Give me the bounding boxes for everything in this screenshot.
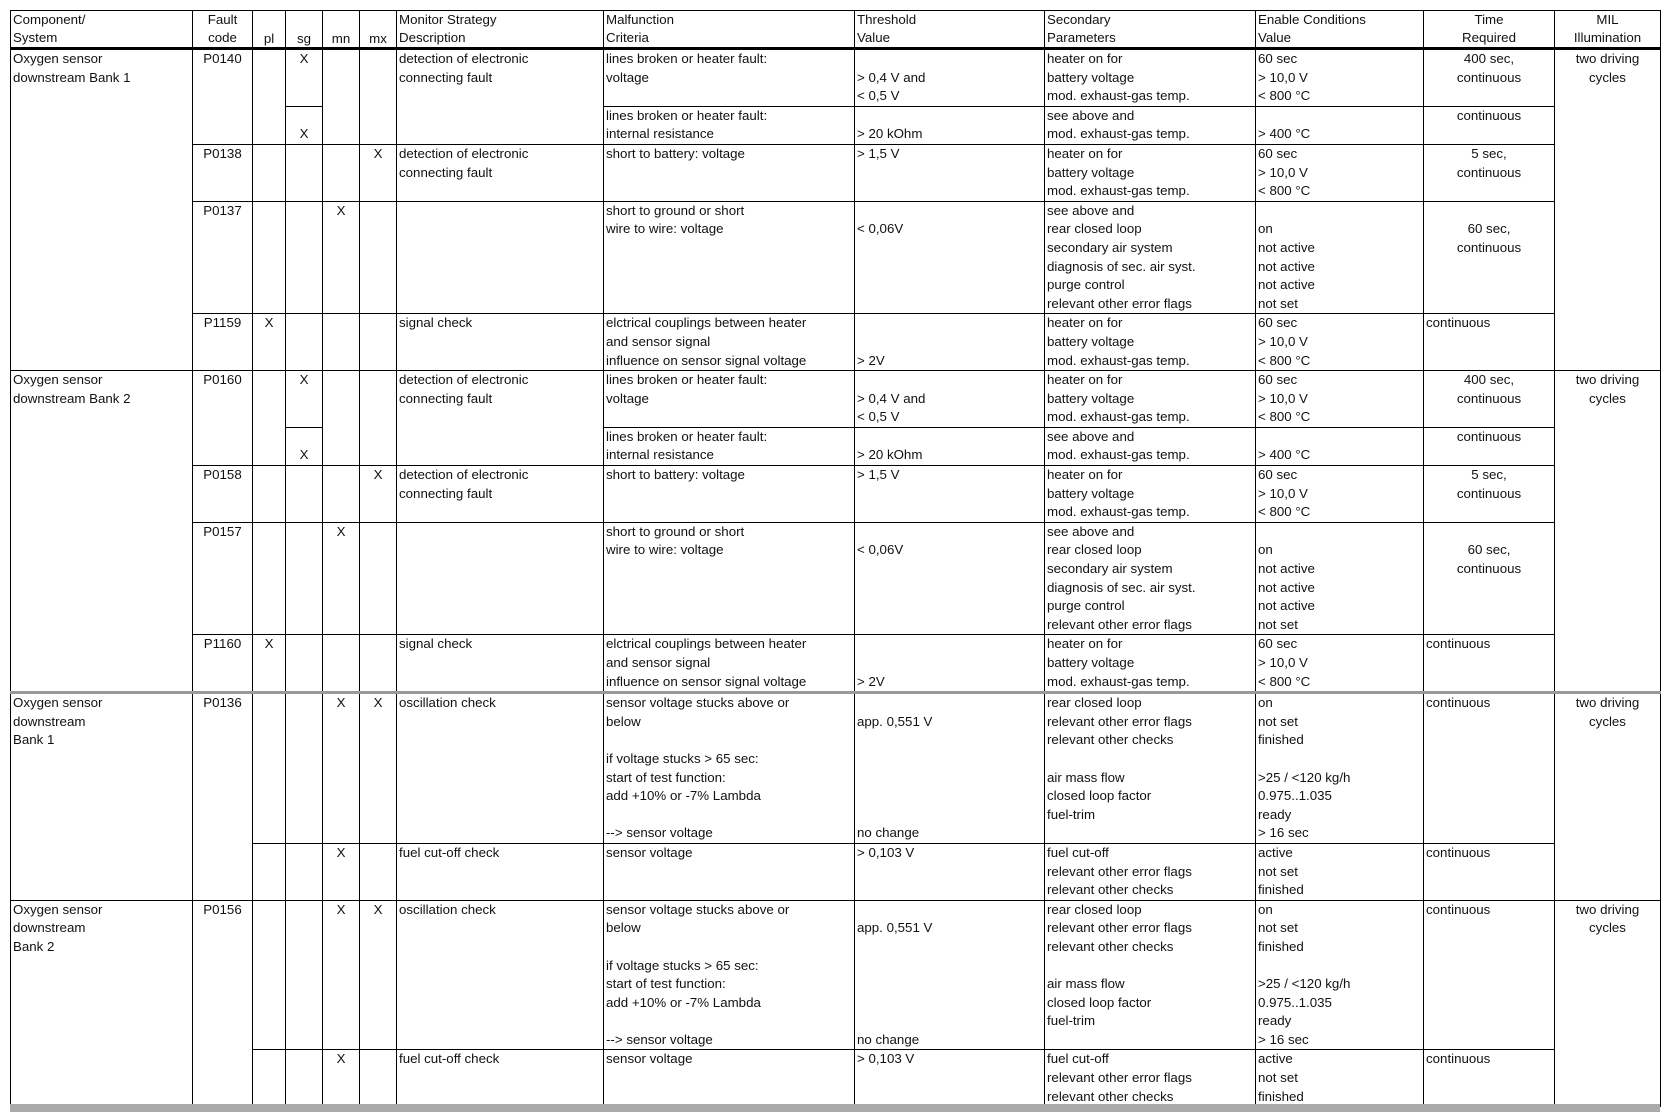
fault-code-cell: P0157 bbox=[193, 522, 253, 635]
malfunction-cell: elctrical couplings between heater and sensor signal influence on sensor signal voltage bbox=[604, 314, 855, 371]
sg-mark: X bbox=[286, 106, 323, 144]
malfunction-cell: short to battery: voltage bbox=[604, 466, 855, 523]
monitor-cell: fuel cut-off check bbox=[397, 1050, 604, 1107]
fault-code-cell: P1159 bbox=[193, 314, 253, 371]
threshold-cell: < 0,06V bbox=[855, 201, 1045, 314]
header-fault-code: Fault code bbox=[193, 11, 253, 49]
malfunction-cell: lines broken or heater fault: internal resistance bbox=[604, 427, 855, 465]
threshold-cell: app. 0,551 V no change bbox=[855, 693, 1045, 844]
enable-cell: on not active not active not active not set bbox=[1256, 522, 1424, 635]
malfunction-cell: short to ground or short wire to wire: voltage bbox=[604, 201, 855, 314]
time-cell: 60 sec, continuous bbox=[1424, 522, 1555, 635]
malfunction-cell: sensor voltage bbox=[604, 843, 855, 900]
time-cell: 400 sec, continuous bbox=[1424, 371, 1555, 428]
enable-cell: > 400 °C bbox=[1256, 427, 1424, 465]
malfunction-cell: lines broken or heater fault: voltage bbox=[604, 49, 855, 107]
table-row bbox=[11, 144, 1661, 201]
secondary-cell: rear closed loop relevant other error flags relevant other checks air mass flow closed loop factor fuel-trim bbox=[1045, 693, 1256, 844]
threshold-cell: > 20 kOhm bbox=[855, 106, 1045, 144]
table-row bbox=[11, 466, 1661, 523]
malfunction-cell: lines broken or heater fault: voltage bbox=[604, 371, 855, 428]
mx-mark: X bbox=[360, 466, 397, 523]
header-malfunction-criteria: Malfunction Criteria bbox=[604, 11, 855, 49]
mx-mark: X bbox=[360, 693, 397, 844]
header-threshold-value: Threshold Value bbox=[855, 11, 1045, 49]
header-sg: sg bbox=[286, 11, 323, 49]
header-mx: mx bbox=[360, 11, 397, 49]
monitor-cell: detection of electronic connecting fault bbox=[397, 466, 604, 523]
malfunction-cell: short to ground or short wire to wire: voltage bbox=[604, 522, 855, 635]
monitor-cell: detection of electronic connecting fault bbox=[397, 144, 604, 201]
mn-mark: X bbox=[323, 843, 360, 900]
table-row bbox=[11, 635, 1661, 693]
monitor-cell: detection of electronic connecting fault bbox=[397, 371, 604, 466]
time-cell: continuous bbox=[1424, 427, 1555, 465]
time-cell: continuous bbox=[1424, 843, 1555, 900]
threshold-cell: > 0,103 V bbox=[855, 1050, 1045, 1107]
secondary-cell: fuel cut-off relevant other error flags relevant other checks bbox=[1045, 1050, 1256, 1107]
time-cell: 60 sec, continuous bbox=[1424, 201, 1555, 314]
header-monitor-strategy: Monitor Strategy Description bbox=[397, 11, 604, 49]
secondary-cell: see above and mod. exhaust-gas temp. bbox=[1045, 106, 1256, 144]
threshold-cell: > 0,4 V and < 0,5 V bbox=[855, 49, 1045, 107]
enable-cell: on not set finished >25 / <120 kg/h 0.975..1.035 ready > 16 sec bbox=[1256, 693, 1424, 844]
fault-code-cell: P0136 bbox=[193, 693, 253, 901]
malfunction-cell: elctrical couplings between heater and sensor signal influence on sensor signal voltage bbox=[604, 635, 855, 693]
secondary-cell: see above and mod. exhaust-gas temp. bbox=[1045, 427, 1256, 465]
mn-mark: X bbox=[323, 693, 360, 844]
sg-mark: X bbox=[286, 49, 323, 107]
fault-code-cell: P0158 bbox=[193, 466, 253, 523]
component-cell: Oxygen sensor downstream Bank 2 bbox=[11, 900, 193, 1107]
secondary-cell: heater on for battery voltage mod. exhaust-gas temp. bbox=[1045, 49, 1256, 107]
pl-mark: X bbox=[253, 314, 286, 371]
header-pl: pl bbox=[253, 11, 286, 49]
secondary-cell: see above and rear closed loop secondary air system diagnosis of sec. air syst. purge control relevant other error flags bbox=[1045, 201, 1256, 314]
threshold-cell: > 1,5 V bbox=[855, 466, 1045, 523]
time-cell: continuous bbox=[1424, 314, 1555, 371]
malfunction-cell: lines broken or heater fault: internal resistance bbox=[604, 106, 855, 144]
enable-cell: on not set finished >25 / <120 kg/h 0.975..1.035 ready > 16 sec bbox=[1256, 900, 1424, 1050]
time-cell: 5 sec, continuous bbox=[1424, 144, 1555, 201]
table-row bbox=[11, 522, 1661, 635]
fault-code-cell: P1160 bbox=[193, 635, 253, 693]
table-row bbox=[11, 49, 1661, 107]
component-cell: Oxygen sensor downstream Bank 1 bbox=[11, 49, 193, 371]
mil-cell: two driving cycles bbox=[1555, 693, 1661, 901]
malfunction-cell: sensor voltage stucks above or below if voltage stucks > 65 sec: start of test function: add +10% or -7% Lambda --> sensor voltage bbox=[604, 693, 855, 844]
monitor-cell: detection of electronic connecting fault bbox=[397, 49, 604, 145]
threshold-cell: > 1,5 V bbox=[855, 144, 1045, 201]
header-row bbox=[11, 11, 1661, 49]
time-cell: continuous bbox=[1424, 1050, 1555, 1107]
fault-code-cell: P0140 bbox=[193, 49, 253, 145]
secondary-cell: fuel cut-off relevant other error flags relevant other checks bbox=[1045, 843, 1256, 900]
time-cell: continuous bbox=[1424, 693, 1555, 844]
secondary-cell: see above and rear closed loop secondary air system diagnosis of sec. air syst. purge control relevant other error flags bbox=[1045, 522, 1256, 635]
time-cell: continuous bbox=[1424, 106, 1555, 144]
malfunction-cell: sensor voltage bbox=[604, 1050, 855, 1107]
enable-cell: 60 sec > 10,0 V < 800 °C bbox=[1256, 314, 1424, 371]
table-row bbox=[11, 693, 1661, 844]
table-row bbox=[11, 900, 1661, 1050]
enable-cell: 60 sec > 10,0 V < 800 °C bbox=[1256, 635, 1424, 693]
enable-cell: 60 sec > 10,0 V < 800 °C bbox=[1256, 371, 1424, 428]
threshold-cell: < 0,06V bbox=[855, 522, 1045, 635]
diagnostic-table bbox=[10, 10, 1661, 1107]
mn-mark: X bbox=[323, 522, 360, 635]
malfunction-cell: short to battery: voltage bbox=[604, 144, 855, 201]
enable-cell: active not set finished bbox=[1256, 843, 1424, 900]
enable-cell: 60 sec > 10,0 V < 800 °C bbox=[1256, 49, 1424, 107]
secondary-cell: heater on for battery voltage mod. exhaust-gas temp. bbox=[1045, 466, 1256, 523]
fault-code-cell: P0156 bbox=[193, 900, 253, 1107]
enable-cell: 60 sec > 10,0 V < 800 °C bbox=[1256, 144, 1424, 201]
secondary-cell: heater on for battery voltage mod. exhaust-gas temp. bbox=[1045, 314, 1256, 371]
mx-mark: X bbox=[360, 900, 397, 1050]
header-secondary-parameters: Secondary Parameters bbox=[1045, 11, 1256, 49]
mil-cell: two driving cycles bbox=[1555, 371, 1661, 693]
secondary-cell: heater on for battery voltage mod. exhaust-gas temp. bbox=[1045, 144, 1256, 201]
table-row bbox=[11, 843, 1661, 900]
monitor-cell: oscillation check bbox=[397, 900, 604, 1050]
fault-code-cell: P0137 bbox=[193, 201, 253, 314]
component-cell: Oxygen sensor downstream Bank 2 bbox=[11, 371, 193, 693]
enable-cell: on not active not active not active not set bbox=[1256, 201, 1424, 314]
header-enable-conditions: Enable Conditions Value bbox=[1256, 11, 1424, 49]
time-cell: 5 sec, continuous bbox=[1424, 466, 1555, 523]
header-mil-illumination: MIL Illumination bbox=[1555, 11, 1661, 49]
table-row bbox=[11, 314, 1661, 371]
time-cell: continuous bbox=[1424, 635, 1555, 693]
header-mn: mn bbox=[323, 11, 360, 49]
sg-mark: X bbox=[286, 427, 323, 465]
table-row bbox=[11, 371, 1661, 428]
table-row bbox=[11, 201, 1661, 314]
sg-mark: X bbox=[286, 371, 323, 428]
table-row bbox=[11, 1050, 1661, 1107]
threshold-cell: > 20 kOhm bbox=[855, 427, 1045, 465]
malfunction-cell: sensor voltage stucks above or below if voltage stucks > 65 sec: start of test function: add +10% or -7% Lambda --> sensor voltage bbox=[604, 900, 855, 1050]
component-cell: Oxygen sensor downstream Bank 1 bbox=[11, 693, 193, 901]
header-time-required: Time Required bbox=[1424, 11, 1555, 49]
threshold-cell: > 0,103 V bbox=[855, 843, 1045, 900]
fault-code-cell: P0138 bbox=[193, 144, 253, 201]
mil-cell: two driving cycles bbox=[1555, 49, 1661, 371]
pl-mark: X bbox=[253, 635, 286, 693]
mx-mark: X bbox=[360, 144, 397, 201]
enable-cell: > 400 °C bbox=[1256, 106, 1424, 144]
time-cell: 400 sec, continuous bbox=[1424, 49, 1555, 107]
enable-cell: active not set finished bbox=[1256, 1050, 1424, 1107]
monitor-cell: signal check bbox=[397, 314, 604, 371]
fault-code-cell: P0160 bbox=[193, 371, 253, 466]
secondary-cell: heater on for battery voltage mod. exhaust-gas temp. bbox=[1045, 371, 1256, 428]
threshold-cell: > 2V bbox=[855, 314, 1045, 371]
mn-mark: X bbox=[323, 1050, 360, 1107]
monitor-cell: oscillation check bbox=[397, 693, 604, 844]
threshold-cell: > 0,4 V and < 0,5 V bbox=[855, 371, 1045, 428]
enable-cell: 60 sec > 10,0 V < 800 °C bbox=[1256, 466, 1424, 523]
secondary-cell: rear closed loop relevant other error flags relevant other checks air mass flow closed loop factor fuel-trim bbox=[1045, 900, 1256, 1050]
header-component: Component/ System bbox=[11, 11, 193, 49]
secondary-cell: heater on for battery voltage mod. exhaust-gas temp. bbox=[1045, 635, 1256, 693]
threshold-cell: app. 0,551 V no change bbox=[855, 900, 1045, 1050]
mn-mark: X bbox=[323, 900, 360, 1050]
monitor-cell: fuel cut-off check bbox=[397, 843, 604, 900]
page-bottom-bar bbox=[10, 1104, 1660, 1112]
mn-mark: X bbox=[323, 201, 360, 314]
time-cell: continuous bbox=[1424, 900, 1555, 1050]
monitor-cell: signal check bbox=[397, 635, 604, 693]
threshold-cell: > 2V bbox=[855, 635, 1045, 693]
mil-cell: two driving cycles bbox=[1555, 900, 1661, 1107]
